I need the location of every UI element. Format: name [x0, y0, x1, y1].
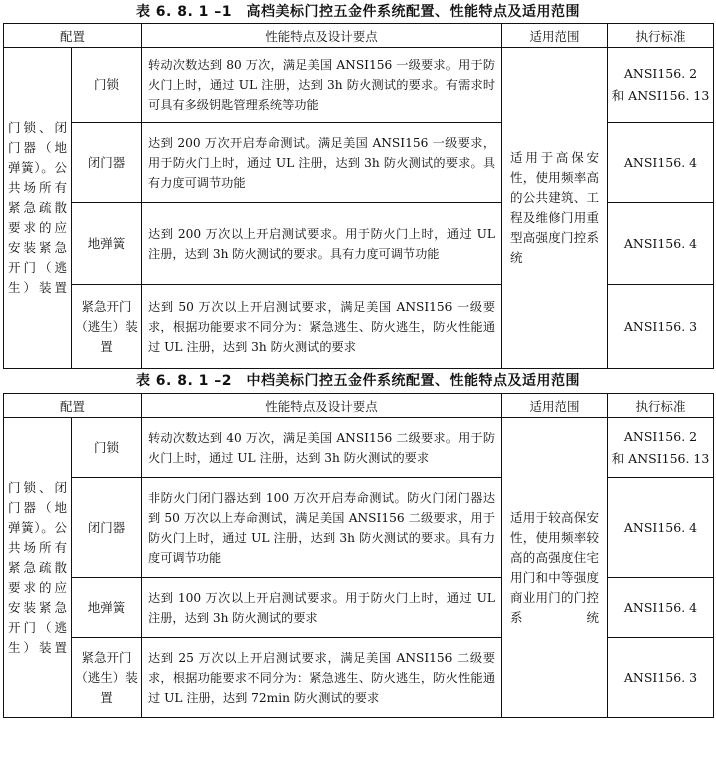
- features-cell: 达到 25 万次以上开启测试要求，满足美国 ANSI156 二级要求，根据功能要求不同分为：紧急逃生、防火逃生，防火性能通过 UL 注册，达到 72min 防火测试的要求: [142, 638, 502, 718]
- features-cell: 转动次数达到 80 万次，满足美国 ANSI156 一级要求。用于防火门上时，通过 UL 注册，达到 3h 防火测试的要求。有需求时可具有多级钥匙管理系统等功能: [142, 48, 502, 123]
- table-1-caption: 表 6. 8. 1 –1 高档美标门控五金件系统配置、性能特点及适用范围: [135, 4, 581, 20]
- standard-cell: ANSI156. 3: [608, 638, 714, 718]
- group-label: 门锁、闭门器（地弹簧）。公共场所有紧急疏散要求的应安装紧急开门（逃生）装置: [4, 48, 72, 369]
- header-features: 性能特点及设计要点: [142, 394, 502, 418]
- features-cell: 非防火门闭门器达到 100 万次开启寿命测试。防火门闭门器达到 50 万次以上寿命测试，满足美国 ANSI156 二级要求，用于防火门上时，通过 UL 注册，达到 3h 防火测试的要求。具有力度可调节功能: [142, 478, 502, 578]
- features-cell: 达到 200 万次以上开启测试要求。用于防火门上时，通过 UL 注册，达到 3h 防火测试的要求。具有力度可调节功能: [142, 203, 502, 285]
- table-row: [4, 418, 714, 478]
- group-label: 门锁、闭门器（地弹簧）。公共场所有紧急疏散要求的应安装紧急开门（逃生）装置: [4, 418, 72, 718]
- standard-cell: ANSI156. 4: [608, 478, 714, 578]
- standard-cell: ANSI156. 4: [608, 123, 714, 203]
- features-cell: 转动次数达到 40 万次，满足美国 ANSI156 二级要求。用于防火门上时，通过 UL 注册，达到 3h 防火测试的要求: [142, 418, 502, 478]
- standard-cell: ANSI156. 4: [608, 578, 714, 638]
- item-exit-device: 紧急开门 （逃生）装置: [72, 638, 142, 718]
- item-exit-device: 紧急开门 （逃生）装置: [72, 285, 142, 369]
- table-row: [4, 478, 714, 578]
- table-row: [4, 285, 714, 369]
- header-standard: 执行标准: [608, 394, 714, 418]
- item-floor-spring: 地弹簧: [72, 578, 142, 638]
- item-door-lock: 门锁: [72, 418, 142, 478]
- table-2: [3, 393, 714, 718]
- standard-cell: ANSI156. 2 和 ANSI156. 13: [608, 418, 714, 478]
- features-cell: 达到 50 万次以上开启测试要求，满足美国 ANSI156 一级要求，根据功能要求不同分为：紧急逃生、防火逃生，防火性能通过 UL 注册，达到 3h 防火测试的要求: [142, 285, 502, 369]
- table-row: [4, 48, 714, 123]
- item-door-closer: 闭门器: [72, 478, 142, 578]
- item-door-closer: 闭门器: [72, 123, 142, 203]
- header-scope: 适用范围: [502, 24, 608, 48]
- header-config: 配置: [4, 24, 142, 48]
- header-config: 配置: [4, 394, 142, 418]
- header-scope: 适用范围: [502, 394, 608, 418]
- table-row: [4, 638, 714, 718]
- standard-cell: ANSI156. 4: [608, 203, 714, 285]
- features-cell: 达到 200 万次开启寿命测试。满足美国 ANSI156 一级要求，用于防火门上时，通过 UL 注册，达到 3h 防火测试的要求。具有力度可调节功能: [142, 123, 502, 203]
- header-features: 性能特点及设计要点: [142, 24, 502, 48]
- scope-cell: 适用于较高保安性，使用频率较高的高强度住宅用门和中等强度商业用门的门控系统: [502, 418, 608, 718]
- table-row: [4, 578, 714, 638]
- table-2-caption: 表 6. 8. 1 –2 中档美标门控五金件系统配置、性能特点及适用范围: [135, 373, 581, 389]
- features-cell: 达到 100 万次以上开启测试要求。用于防火门上时，通过 UL 注册，达到 3h 防火测试的要求: [142, 578, 502, 638]
- item-floor-spring: 地弹簧: [72, 203, 142, 285]
- table-row: [4, 123, 714, 203]
- table-1: [3, 23, 714, 369]
- standard-cell: ANSI156. 3: [608, 285, 714, 369]
- header-standard: 执行标准: [608, 24, 714, 48]
- item-door-lock: 门锁: [72, 48, 142, 123]
- standard-cell: ANSI156. 2 和 ANSI156. 13: [608, 48, 714, 123]
- table-row: [4, 203, 714, 285]
- scope-cell: 适用于高保安性，使用频率高的公共建筑、工程及维修门用重型高强度门控系统: [502, 48, 608, 369]
